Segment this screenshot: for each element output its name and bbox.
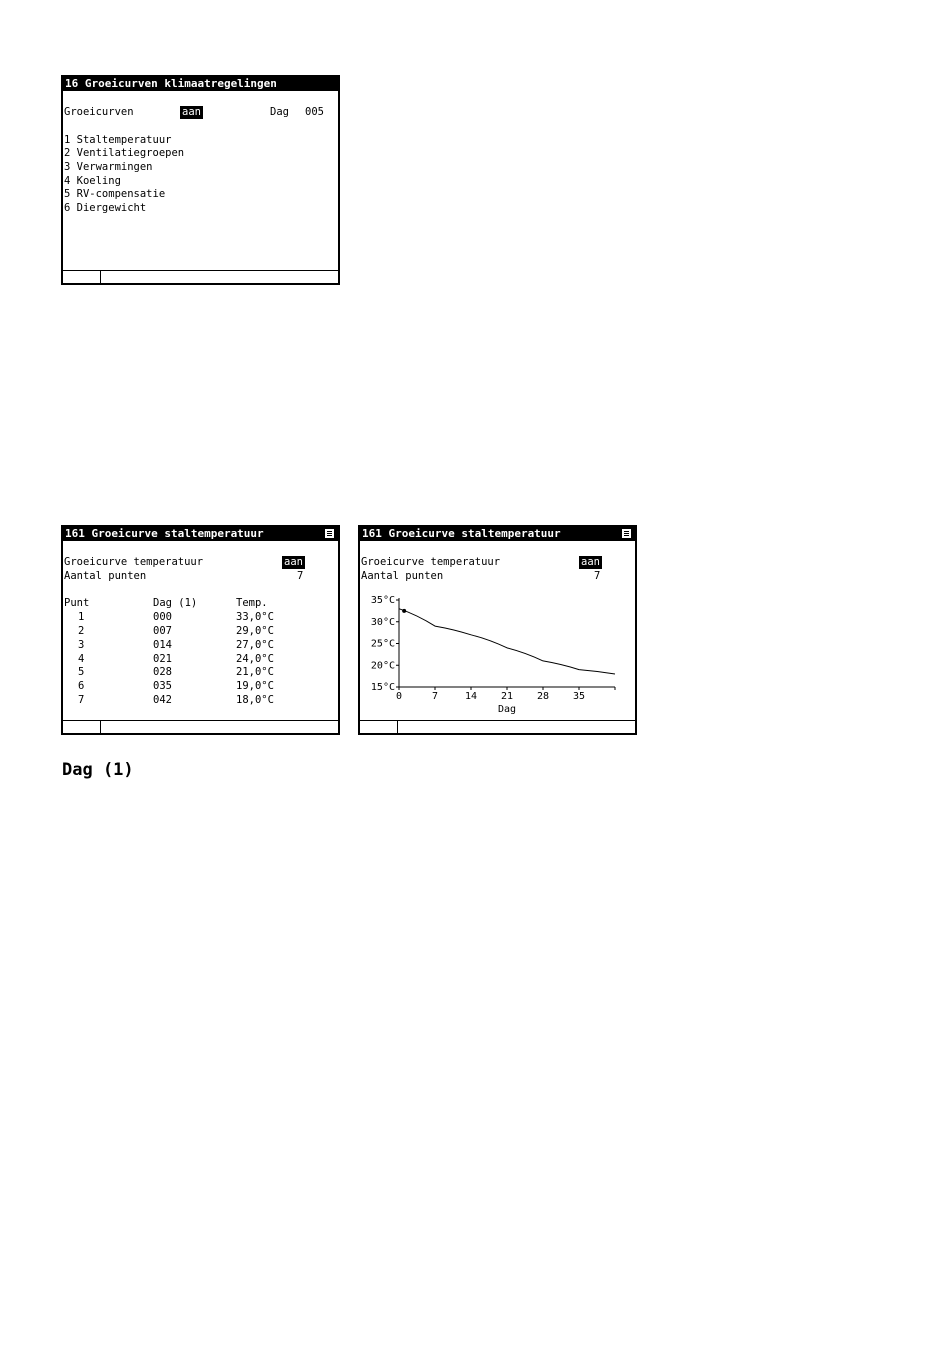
- y-tick-label: 35°C: [370, 595, 395, 606]
- document-icon: [622, 529, 631, 538]
- x-tick-label: 14: [464, 691, 478, 702]
- screen-title: 16 Groeicurven klimaatregelingen: [63, 77, 338, 91]
- menu-item-diergewicht[interactable]: 6 Diergewicht: [64, 202, 147, 214]
- footer-bar: [63, 720, 338, 733]
- row-punt: 7: [78, 694, 85, 706]
- row-dag[interactable]: 028: [153, 666, 172, 678]
- points-value[interactable]: 7: [594, 570, 601, 582]
- curve-label: Groeicurve temperatuur: [361, 556, 501, 568]
- row-temp[interactable]: 21,0°C: [236, 666, 274, 678]
- temperature-chart: [360, 589, 635, 721]
- footer-bar: [63, 270, 338, 283]
- groeicurven-toggle[interactable]: aan: [182, 106, 201, 118]
- dag-value: 005: [305, 106, 324, 118]
- row-dag[interactable]: 014: [153, 639, 172, 651]
- screen-groeicurve-chart: [358, 525, 637, 735]
- x-tick-label: 21: [500, 691, 514, 702]
- footer-bar: [360, 720, 635, 733]
- menu-item-verwarmingen[interactable]: 3 Verwarmingen: [64, 161, 153, 173]
- curve-toggle[interactable]: aan: [581, 556, 600, 568]
- table-header-temp: Temp.: [236, 597, 268, 609]
- curve-label: Groeicurve temperatuur: [64, 556, 204, 568]
- x-tick-label: 35: [572, 691, 586, 702]
- row-temp[interactable]: 27,0°C: [236, 639, 274, 651]
- curve-toggle[interactable]: aan: [284, 556, 303, 568]
- screen-title: 161 Groeicurve staltemperatuur: [63, 527, 338, 541]
- row-temp[interactable]: 33,0°C: [236, 611, 274, 623]
- points-label: Aantal punten: [64, 570, 147, 582]
- row-dag[interactable]: 035: [153, 680, 172, 692]
- row-punt: 2: [78, 625, 85, 637]
- caption-dag: Dag (1): [62, 760, 134, 780]
- row-punt: 1: [78, 611, 85, 623]
- row-temp[interactable]: 29,0°C: [236, 625, 274, 637]
- table-header-punt: Punt: [64, 597, 90, 609]
- row-temp[interactable]: 24,0°C: [236, 653, 274, 665]
- x-tick-label: 7: [431, 691, 439, 702]
- menu-item-koeling[interactable]: 4 Koeling: [64, 175, 121, 187]
- row-temp[interactable]: 18,0°C: [236, 694, 274, 706]
- document-icon: [325, 529, 334, 538]
- menu-item-staltemperatuur[interactable]: 1 Staltemperatuur: [64, 134, 172, 146]
- screen-title: 161 Groeicurve staltemperatuur: [360, 527, 635, 541]
- x-axis-label: Dag: [497, 704, 517, 715]
- row-temp[interactable]: 19,0°C: [236, 680, 274, 692]
- x-tick-label: 28: [536, 691, 550, 702]
- current-day-marker: [402, 609, 406, 613]
- table-header-dag: Dag (1): [153, 597, 198, 609]
- row-dag[interactable]: 007: [153, 625, 172, 637]
- menu-item-rv-compensatie[interactable]: 5 RV-compensatie: [64, 188, 166, 200]
- screen-groeicurven-klimaatregelingen: [61, 75, 340, 285]
- row-punt: 3: [78, 639, 85, 651]
- y-tick-label: 20°C: [370, 660, 395, 672]
- dag-label: Dag: [270, 106, 289, 118]
- row-dag[interactable]: 000: [153, 611, 172, 623]
- points-value[interactable]: 7: [297, 570, 304, 582]
- row-punt: 5: [78, 666, 85, 678]
- row-dag[interactable]: 042: [153, 694, 172, 706]
- screen-groeicurve-table: [61, 525, 340, 735]
- groeicurven-label: Groeicurven: [64, 106, 134, 118]
- row-punt: 4: [78, 653, 85, 665]
- menu-item-ventilatiegroepen[interactable]: 2 Ventilatiegroepen: [64, 147, 185, 159]
- y-tick-label: 25°C: [370, 638, 395, 650]
- y-tick-label: 30°C: [370, 616, 395, 628]
- row-dag[interactable]: 021: [153, 653, 172, 665]
- series-line: [399, 609, 615, 674]
- y-tick-label: 15°C: [370, 682, 395, 693]
- points-label: Aantal punten: [361, 570, 444, 582]
- x-tick-label: 0: [395, 691, 403, 702]
- row-punt: 6: [78, 680, 85, 692]
